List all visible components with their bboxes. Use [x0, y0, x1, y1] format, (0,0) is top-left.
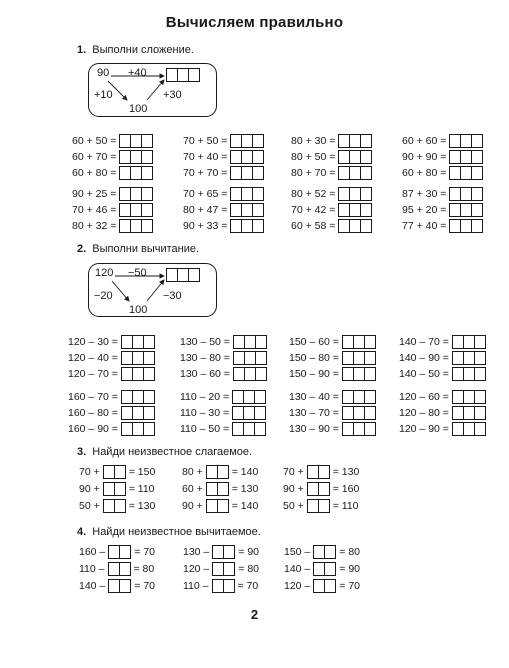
exercise-expression: 140 – 50 = [399, 368, 449, 380]
answer-cells[interactable] [119, 134, 153, 148]
answer-cells[interactable] [342, 335, 376, 349]
exercise-expression: 60 + 80 = [402, 167, 447, 179]
answer-cells[interactable] [230, 203, 264, 217]
answer-cells[interactable] [121, 390, 155, 404]
answer-cells[interactable] [342, 367, 376, 381]
answer-cells[interactable] [313, 562, 336, 576]
answer-cells[interactable] [452, 367, 486, 381]
addition-diagram-answer-cells[interactable] [166, 68, 200, 82]
exercise-item [284, 562, 360, 576]
exercise-item [284, 579, 360, 593]
section-1-number: 1. [77, 44, 87, 56]
exercise-item [72, 150, 153, 164]
exercise-expression: 60 + 70 = [72, 151, 117, 163]
answer-cells[interactable] [206, 499, 229, 513]
exercise-item [72, 134, 153, 148]
exercise-item [68, 390, 155, 404]
answer-cells[interactable] [307, 499, 330, 513]
exercise-item [183, 187, 264, 201]
exercise-expression: 160 – 90 = [68, 423, 118, 435]
exercise-right: = 160 [332, 483, 360, 495]
exercise-right: = 110 [332, 500, 359, 512]
addition-diagram-top-op: +40 [128, 67, 147, 79]
exercise-expression: 160 – 70 = [68, 391, 118, 403]
exercise-item [180, 335, 267, 349]
exercise-right: = 90 [339, 563, 361, 575]
answer-cells[interactable] [121, 367, 155, 381]
addition-diagram-left-op: +10 [94, 89, 113, 101]
section-4-heading-text: Найди неизвестное вычитаемое. [92, 526, 261, 538]
exercise-right: = 90 [238, 546, 260, 558]
exercise-expression: 140 – 90 = [399, 352, 449, 364]
exercise-item [79, 465, 155, 479]
exercise-right: = 150 [128, 466, 156, 478]
subtraction-diagram-start: 120 [95, 267, 114, 279]
section-3-heading [77, 446, 252, 458]
exercise-item [72, 187, 153, 201]
addition-diagram-start: 90 [97, 67, 110, 79]
exercise-item [79, 499, 155, 513]
exercise-item [183, 562, 259, 576]
answer-cells[interactable] [338, 219, 372, 233]
exercise-expression: 130 – 60 = [180, 368, 230, 380]
exercise-item [79, 579, 155, 593]
exercise-left: 140 – [79, 580, 106, 592]
exercise-expression: 80 + 32 = [72, 220, 117, 232]
answer-cells[interactable] [233, 335, 267, 349]
answer-cells[interactable] [338, 166, 372, 180]
subtraction-diagram-mid: 100 [129, 304, 148, 316]
answer-cells[interactable] [121, 422, 155, 436]
answer-cells[interactable] [232, 390, 266, 404]
answer-cells[interactable] [230, 134, 264, 148]
exercise-expression: 60 + 58 = [291, 220, 336, 232]
exercise-item [68, 422, 155, 436]
exercise-item [283, 499, 359, 513]
exercise-right: = 70 [339, 580, 361, 592]
answer-cells[interactable] [119, 219, 153, 233]
answer-cells[interactable] [449, 187, 483, 201]
exercise-expression: 120 – 70 = [68, 368, 118, 380]
exercise-item [289, 367, 376, 381]
answer-cells[interactable] [119, 150, 153, 164]
exercise-item [183, 134, 264, 148]
answer-cells[interactable] [233, 367, 267, 381]
exercise-right: = 70 [237, 580, 259, 592]
answer-cells[interactable] [449, 150, 483, 164]
exercise-left: 70 + [283, 466, 304, 478]
addition-diagram-mid: 100 [129, 103, 148, 115]
section-2-heading-text: Выполни вычитание. [92, 243, 200, 255]
exercise-expression: 120 – 60 = [399, 391, 449, 403]
exercise-left: 140 – [284, 563, 311, 575]
exercise-expression: 130 – 90 = [289, 423, 339, 435]
answer-cells[interactable] [119, 187, 153, 201]
exercise-item [284, 545, 360, 559]
answer-cells[interactable] [230, 187, 264, 201]
exercise-expression: 80 + 47 = [183, 204, 228, 216]
exercise-item [291, 150, 372, 164]
exercise-left: 90 + [79, 483, 100, 495]
exercise-item [79, 482, 155, 496]
answer-cells[interactable] [212, 579, 235, 593]
exercise-expression: 70 + 40 = [183, 151, 228, 163]
answer-cells[interactable] [449, 134, 483, 148]
exercise-item [402, 150, 483, 164]
answer-cells[interactable] [121, 406, 155, 420]
exercise-expression: 150 – 60 = [289, 336, 339, 348]
answer-cells[interactable] [452, 335, 486, 349]
exercise-right: = 130 [332, 466, 360, 478]
exercise-expression: 70 + 42 = [291, 204, 336, 216]
section-1-heading-text: Выполни сложение. [92, 44, 194, 56]
exercise-right: = 80 [339, 546, 361, 558]
answer-cells[interactable] [342, 406, 376, 420]
exercise-item [72, 166, 153, 180]
exercise-item [289, 422, 376, 436]
exercise-expression: 60 + 50 = [72, 135, 117, 147]
answer-cells[interactable] [449, 219, 483, 233]
exercise-right: = 80 [133, 563, 155, 575]
answer-cells[interactable] [342, 422, 376, 436]
exercise-expression: 120 – 90 = [399, 423, 449, 435]
exercise-expression: 70 + 70 = [183, 167, 228, 179]
exercise-item [183, 579, 258, 593]
exercise-right: = 110 [128, 483, 155, 495]
exercise-item [289, 390, 376, 404]
answer-cells[interactable] [449, 203, 483, 217]
subtraction-example-diagram [88, 263, 217, 317]
exercise-item [399, 406, 486, 420]
exercise-left: 110 – [183, 580, 209, 592]
answer-cells[interactable] [452, 406, 486, 420]
exercise-left: 160 – [79, 546, 106, 558]
exercise-expression: 60 + 80 = [72, 167, 117, 179]
exercise-item [183, 219, 264, 233]
exercise-expression: 130 – 50 = [180, 336, 230, 348]
exercise-right: = 70 [134, 546, 156, 558]
answer-cells[interactable] [313, 579, 336, 593]
exercise-expression: 77 + 40 = [402, 220, 447, 232]
answer-cells[interactable] [233, 351, 267, 365]
exercise-right: = 130 [128, 500, 156, 512]
exercise-expression: 70 + 65 = [183, 188, 228, 200]
exercise-item [182, 465, 258, 479]
section-4-heading [77, 526, 261, 538]
answer-cells[interactable] [119, 203, 153, 217]
exercise-expression: 80 + 70 = [291, 167, 336, 179]
subtraction-diagram-right-op: −30 [163, 290, 182, 302]
answer-cells[interactable] [121, 351, 155, 365]
page-title: Вычисляем правильно [165, 14, 344, 31]
answer-cells[interactable] [342, 390, 376, 404]
exercise-item [180, 422, 266, 436]
exercise-item [183, 166, 264, 180]
exercise-item [402, 134, 483, 148]
exercise-item [402, 219, 483, 233]
answer-cells[interactable] [307, 465, 330, 479]
answer-cells[interactable] [108, 579, 131, 593]
exercise-expression: 110 – 20 = [180, 391, 230, 403]
answer-cells[interactable] [212, 545, 235, 559]
exercise-left: 120 – [284, 580, 311, 592]
exercise-item [68, 367, 155, 381]
exercise-expression: 87 + 30 = [402, 188, 447, 200]
exercise-item [79, 545, 155, 559]
exercise-left: 60 + [182, 483, 203, 495]
exercise-expression: 90 + 33 = [183, 220, 228, 232]
exercise-expression: 70 + 46 = [72, 204, 117, 216]
exercise-expression: 130 – 70 = [289, 407, 339, 419]
exercise-right: = 70 [134, 580, 156, 592]
exercise-expression: 110 – 50 = [180, 423, 230, 435]
exercise-expression: 150 – 80 = [289, 352, 339, 364]
answer-cells[interactable] [452, 422, 486, 436]
exercise-item [399, 367, 486, 381]
exercise-expression: 130 – 80 = [180, 352, 230, 364]
exercise-expression: 140 – 70 = [399, 336, 449, 348]
exercise-item [79, 562, 154, 576]
answer-cells[interactable] [103, 499, 126, 513]
exercise-item [183, 203, 264, 217]
exercise-left: 50 + [79, 500, 100, 512]
exercise-item [291, 134, 372, 148]
exercise-item [72, 203, 153, 217]
exercise-item [291, 203, 372, 217]
exercise-expression: 80 + 52 = [291, 188, 336, 200]
exercise-left: 130 – [183, 546, 210, 558]
exercise-expression: 120 – 40 = [68, 352, 118, 364]
exercise-expression: 95 + 20 = [402, 204, 447, 216]
exercise-item [283, 465, 359, 479]
exercise-item [68, 406, 155, 420]
section-3-number: 3. [77, 446, 87, 458]
answer-cells[interactable] [232, 406, 266, 420]
exercise-expression: 120 – 80 = [399, 407, 449, 419]
answer-cells[interactable] [449, 166, 483, 180]
exercise-item [291, 219, 372, 233]
answer-cells[interactable] [108, 562, 131, 576]
exercise-expression: 80 + 30 = [291, 135, 336, 147]
exercise-item [68, 335, 155, 349]
answer-cells[interactable] [230, 219, 264, 233]
exercise-expression: 120 – 30 = [68, 336, 118, 348]
answer-cells[interactable] [103, 465, 126, 479]
exercise-left: 80 + [182, 466, 203, 478]
exercise-left: 50 + [283, 500, 304, 512]
addition-diagram-right-op: +30 [163, 89, 182, 101]
exercise-left: 120 – [183, 563, 210, 575]
exercise-item [180, 406, 266, 420]
exercise-item [291, 166, 372, 180]
subtraction-diagram-top-op: −50 [128, 267, 147, 279]
exercise-expression: 160 – 80 = [68, 407, 118, 419]
answer-cells[interactable] [232, 422, 266, 436]
exercise-expression: 70 + 50 = [183, 135, 228, 147]
addition-example-diagram [88, 63, 217, 117]
exercise-expression: 90 + 90 = [402, 151, 447, 163]
exercise-item [180, 367, 267, 381]
section-3-heading-text: Найди неизвестное слагаемое. [92, 446, 253, 458]
exercise-left: 90 + [182, 500, 203, 512]
answer-cells[interactable] [307, 482, 330, 496]
exercise-right: = 80 [238, 563, 260, 575]
exercise-expression: 150 – 90 = [289, 368, 339, 380]
section-2-heading [77, 243, 199, 255]
exercise-left: 150 – [284, 546, 311, 558]
exercise-item [180, 390, 266, 404]
answer-cells[interactable] [338, 150, 372, 164]
exercise-item [183, 545, 259, 559]
section-1-heading [77, 44, 194, 56]
exercise-item [182, 499, 258, 513]
answer-cells[interactable] [206, 482, 229, 496]
answer-cells[interactable] [338, 203, 372, 217]
exercise-item [402, 166, 483, 180]
subtraction-diagram-left-op: −20 [94, 290, 113, 302]
exercise-item [72, 219, 153, 233]
answer-cells[interactable] [108, 545, 131, 559]
exercise-item [399, 390, 486, 404]
page-number: 2 [250, 607, 259, 622]
answer-cells[interactable] [452, 351, 486, 365]
exercise-item [283, 482, 359, 496]
exercise-item [183, 150, 264, 164]
exercise-expression: 80 + 50 = [291, 151, 336, 163]
answer-cells[interactable] [119, 166, 153, 180]
exercise-left: 90 + [283, 483, 304, 495]
exercise-item [289, 351, 376, 365]
exercise-item [182, 482, 258, 496]
exercise-expression: 130 – 40 = [289, 391, 339, 403]
answer-cells[interactable] [121, 335, 155, 349]
exercise-item [289, 335, 376, 349]
exercise-right: = 130 [231, 483, 259, 495]
answer-cells[interactable] [103, 482, 126, 496]
exercise-item [402, 187, 483, 201]
answer-cells[interactable] [338, 187, 372, 201]
subtraction-diagram-answer-cells[interactable] [166, 268, 200, 282]
answer-cells[interactable] [206, 465, 229, 479]
exercise-expression: 110 – 30 = [180, 407, 230, 419]
exercise-right: = 140 [231, 466, 259, 478]
exercise-item [180, 351, 267, 365]
exercise-item [68, 351, 155, 365]
exercise-expression: 60 + 60 = [402, 135, 447, 147]
exercise-item [399, 351, 486, 365]
exercise-right: = 140 [231, 500, 259, 512]
exercise-item [402, 203, 483, 217]
exercise-left: 110 – [79, 563, 105, 575]
answer-cells[interactable] [338, 134, 372, 148]
exercise-item [399, 335, 486, 349]
section-4-number: 4. [77, 526, 87, 538]
answer-cells[interactable] [313, 545, 336, 559]
exercise-item [291, 187, 372, 201]
exercise-item [399, 422, 486, 436]
answer-cells[interactable] [230, 166, 264, 180]
answer-cells[interactable] [230, 150, 264, 164]
answer-cells[interactable] [452, 390, 486, 404]
section-2-number: 2. [77, 243, 87, 255]
exercise-left: 70 + [79, 466, 100, 478]
answer-cells[interactable] [212, 562, 235, 576]
answer-cells[interactable] [342, 351, 376, 365]
exercise-expression: 90 + 25 = [72, 188, 117, 200]
exercise-item [289, 406, 376, 420]
